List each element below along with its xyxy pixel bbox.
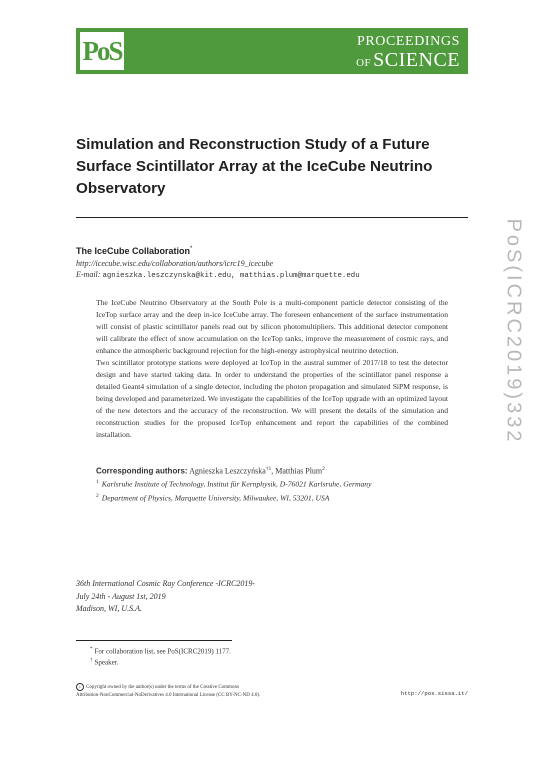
abstract bbox=[96, 297, 448, 441]
title-rule bbox=[76, 217, 468, 218]
author-sep: , bbox=[271, 466, 276, 476]
affiliation-2-num: 2 bbox=[96, 493, 99, 499]
conference-info bbox=[76, 578, 255, 616]
corresponding-authors bbox=[96, 466, 325, 476]
footnote-2-mark: † bbox=[90, 658, 93, 663]
publisher-line1: PROCEEDINGS bbox=[356, 34, 460, 49]
affiliation-1-text: Karlsruhe Institute of Technology, Institut für Kernphysik, D-76021 Karlsruhe, Germany bbox=[101, 479, 372, 489]
publisher-of: OF bbox=[356, 57, 372, 69]
conference-dates: July 24th - August 1st, 2019 bbox=[76, 591, 166, 601]
affiliation-2-text: Department of Physics, Marquette University, Milwaukee, WI, 53201, USA bbox=[101, 493, 330, 503]
footnote-1 bbox=[90, 647, 231, 655]
conference-location: Madison, WI, U.S.A. bbox=[76, 604, 142, 613]
author2-mark: 2 bbox=[322, 466, 325, 472]
email-addresses[interactable]: agnieszka.leszczynska@kit.edu, matthias.plum@marquette.edu bbox=[102, 272, 360, 280]
publisher-title bbox=[356, 35, 460, 70]
corresponding-label: Corresponding authors: bbox=[96, 466, 188, 476]
author1-mark: †1 bbox=[265, 466, 272, 472]
license-notice bbox=[76, 683, 260, 699]
side-stamp bbox=[495, 196, 531, 466]
email-label: E-mail: bbox=[76, 270, 101, 279]
footnote-rule bbox=[76, 640, 232, 641]
email-line bbox=[76, 270, 360, 280]
affiliation-2 bbox=[96, 493, 329, 503]
corresponding-author2: Matthias Plum bbox=[275, 466, 323, 476]
author-mark: * bbox=[190, 246, 193, 252]
affiliation-1 bbox=[96, 479, 371, 489]
license-line1: Copyright owned by the author(s) under the terms of the Creative Commons bbox=[86, 685, 239, 691]
conference-name: 36th International Cosmic Ray Conference -ICRC2019- bbox=[76, 579, 256, 588]
affiliation-1-num: 1 bbox=[96, 479, 99, 485]
header-banner bbox=[76, 28, 468, 74]
site-url[interactable]: http://pos.sissa.it/ bbox=[400, 690, 468, 697]
corresponding-author1: Agnieszka Leszczyńska bbox=[189, 466, 266, 476]
footnote-2 bbox=[90, 658, 118, 666]
footnote-2-text: Speaker. bbox=[94, 658, 119, 667]
author-name-text: The IceCube Collaboration bbox=[76, 246, 191, 256]
cc-icon: c bbox=[76, 683, 84, 691]
pos-logo-text: PoS bbox=[82, 35, 122, 66]
pos-logo bbox=[80, 32, 124, 70]
footnote-1-mark: * bbox=[90, 647, 93, 652]
license-line2: Attribution-NonCommercial-NoDerivatives 4.0 International License (CC BY-NC-ND 4.0). bbox=[76, 692, 261, 698]
footnote-1-text: For collaboration list, see PoS(ICRC2019) 1177. bbox=[94, 647, 231, 656]
abstract-para1: The IceCube Neutrino Observatory at the South Pole is a multi-component particle detector consisting of the IceTop surface array and the deep in-ice IceCube array. The foreseen enhancement of the surface instrumentation will consist of plastic scintillator panels read out by silicon photomultipliers. This additional detector component will calibrate the effect of snow accumulation on the IceTop tanks, improve the measurement of cosmic rays, and enhance the atmospheric background rejection for the high-energy astrophysical neutrino detection. bbox=[96, 298, 448, 355]
author-name bbox=[76, 246, 192, 256]
publisher-science: SCIENCE bbox=[373, 49, 460, 71]
paper-title: Simulation and Reconstruction Study of a Future Surface Scintillator Array at the IceCube Neutrino Observatory bbox=[76, 136, 433, 197]
author-url[interactable]: http://icecube.wisc.edu/collaboration/authors/icrc19_icecube bbox=[76, 259, 273, 268]
side-stamp-text: PoS(ICRC2019)332 bbox=[502, 218, 525, 444]
publisher-line2 bbox=[356, 50, 460, 70]
abstract-para2: Two scintillator prototype stations were deployed at IceTop in the austral summer of 2017/18 to test the detector design and have started taking data. In order to understand the properties of the scintillator panel response a detailed Geant4 simulation of a single detector, including the photon propagation and simulated SiPM response, is being developed and parameterized. We investigate the capabilities of the IceTop upgrade with an optimized layout of the new detectors and the accuracy of the reconstruction. We will present the details of the simulation and reconstruction studies for the proposed IceTop enhancement and report the capabilities of the combined installation. bbox=[96, 358, 448, 439]
